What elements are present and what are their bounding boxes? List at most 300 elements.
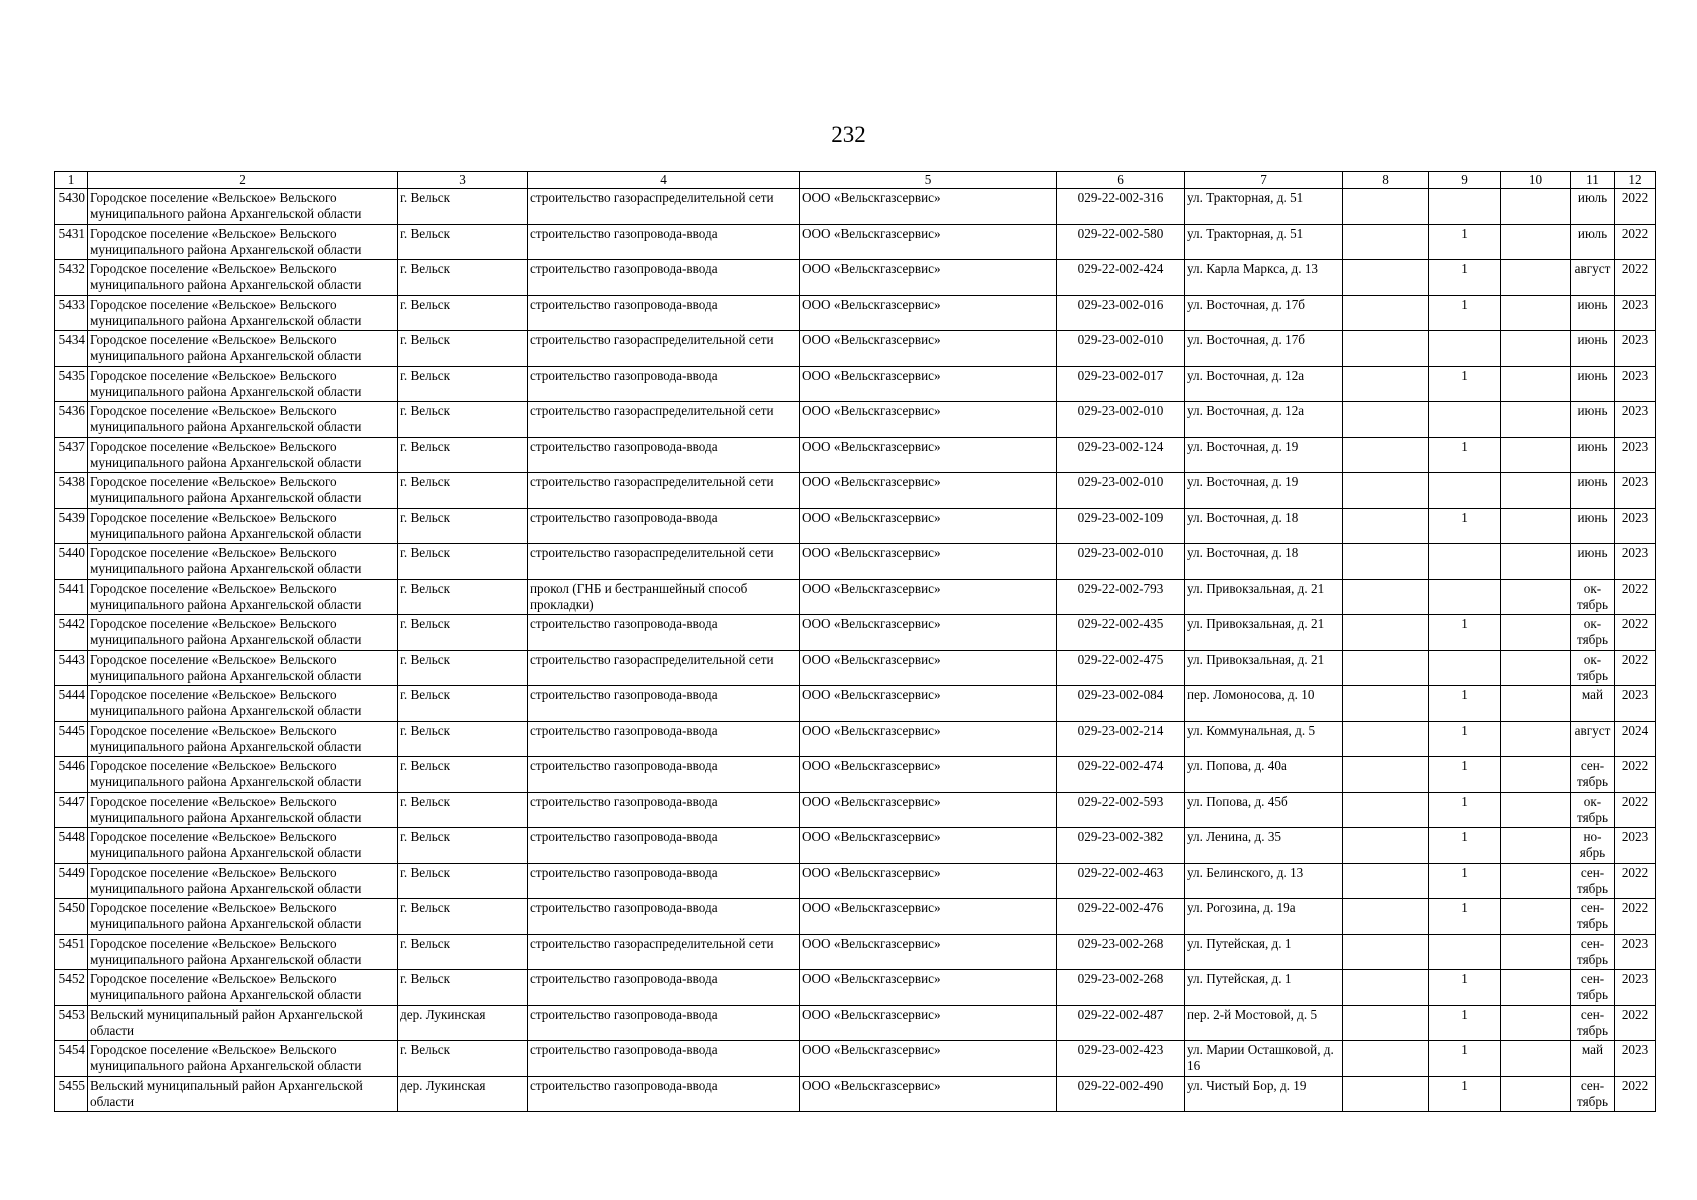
column-8-cell [1343, 295, 1429, 331]
table-row [55, 260, 1656, 296]
quantity-cell [1429, 934, 1501, 970]
work-type-cell: строительство газопровода-ввода [528, 1076, 800, 1112]
table-row [55, 295, 1656, 331]
column-8-cell [1343, 331, 1429, 367]
object-code-cell: 029-23-002-017 [1057, 366, 1185, 402]
territory-cell: Городское поселение «Вельское» Вельского муниципального района Архангельской области [88, 934, 398, 970]
quantity-cell: 1 [1429, 828, 1501, 864]
quantity-cell [1429, 473, 1501, 509]
work-type-cell: строительство газопровода-ввода [528, 899, 800, 935]
table-row [55, 366, 1656, 402]
month-cell: июнь [1571, 437, 1615, 473]
column-10-cell [1501, 295, 1571, 331]
month-cell: июнь [1571, 544, 1615, 580]
locality-cell: г. Вельск [398, 686, 528, 722]
work-type-cell: строительство газопровода-ввода [528, 757, 800, 793]
month-cell: июль [1571, 189, 1615, 225]
object-code-cell: 029-22-002-580 [1057, 224, 1185, 260]
address-cell: ул. Марии Осташковой, д. 16 [1185, 1041, 1343, 1077]
address-cell: ул. Восточная, д. 17б [1185, 331, 1343, 367]
address-cell: пер. Ломоносова, д. 10 [1185, 686, 1343, 722]
locality-cell: дер. Лукинская [398, 1005, 528, 1041]
address-cell: ул. Карла Маркса, д. 13 [1185, 260, 1343, 296]
month-cell: ок-тябрь [1571, 579, 1615, 615]
work-type-cell: прокол (ГНБ и бестраншейный способ прокладки) [528, 579, 800, 615]
organization-cell: ООО «Вельскгазсервис» [800, 615, 1057, 651]
column-8-cell [1343, 437, 1429, 473]
column-10-cell [1501, 970, 1571, 1006]
territory-cell: Вельский муниципальный район Архангельской области [88, 1076, 398, 1112]
table-row [55, 579, 1656, 615]
quantity-cell: 1 [1429, 863, 1501, 899]
work-type-cell: строительство газопровода-ввода [528, 686, 800, 722]
address-cell: ул. Попова, д. 40а [1185, 757, 1343, 793]
row-number-cell: 5444 [55, 686, 88, 722]
row-number-cell: 5447 [55, 792, 88, 828]
organization-cell: ООО «Вельскгазсервис» [800, 224, 1057, 260]
locality-cell: г. Вельск [398, 189, 528, 225]
column-10-cell [1501, 1041, 1571, 1077]
address-cell: ул. Восточная, д. 19 [1185, 473, 1343, 509]
territory-cell: Городское поселение «Вельское» Вельского муниципального района Архангельской области [88, 899, 398, 935]
table-row [55, 1005, 1656, 1041]
row-number-cell: 5453 [55, 1005, 88, 1041]
quantity-cell: 1 [1429, 899, 1501, 935]
column-10-cell [1501, 544, 1571, 580]
year-cell: 2023 [1615, 473, 1656, 509]
row-number-cell: 5430 [55, 189, 88, 225]
year-cell: 2022 [1615, 757, 1656, 793]
organization-cell: ООО «Вельскгазсервис» [800, 1041, 1057, 1077]
organization-cell: ООО «Вельскгазсервис» [800, 260, 1057, 296]
column-8-cell [1343, 366, 1429, 402]
locality-cell: г. Вельск [398, 402, 528, 438]
column-10-cell [1501, 1076, 1571, 1112]
column-10-cell [1501, 828, 1571, 864]
table-row [55, 757, 1656, 793]
locality-cell: г. Вельск [398, 224, 528, 260]
territory-cell: Городское поселение «Вельское» Вельского муниципального района Архангельской области [88, 721, 398, 757]
month-cell: но-ябрь [1571, 828, 1615, 864]
column-8-cell [1343, 615, 1429, 651]
address-cell: ул. Тракторная, д. 51 [1185, 189, 1343, 225]
organization-cell: ООО «Вельскгазсервис» [800, 686, 1057, 722]
column-8-cell [1343, 224, 1429, 260]
object-code-cell: 029-23-002-010 [1057, 473, 1185, 509]
quantity-cell: 1 [1429, 366, 1501, 402]
locality-cell: г. Вельск [398, 473, 528, 509]
table-row [55, 721, 1656, 757]
territory-cell: Городское поселение «Вельское» Вельского муниципального района Архангельской области [88, 224, 398, 260]
object-code-cell: 029-22-002-424 [1057, 260, 1185, 296]
row-number-cell: 5441 [55, 579, 88, 615]
column-8-cell [1343, 544, 1429, 580]
object-code-cell: 029-23-002-010 [1057, 331, 1185, 367]
address-cell: ул. Ленина, д. 35 [1185, 828, 1343, 864]
locality-cell: г. Вельск [398, 331, 528, 367]
year-cell: 2023 [1615, 437, 1656, 473]
work-type-cell: строительство газопровода-ввода [528, 437, 800, 473]
row-number-cell: 5433 [55, 295, 88, 331]
row-number-cell: 5440 [55, 544, 88, 580]
locality-cell: г. Вельск [398, 970, 528, 1006]
locality-cell: дер. Лукинская [398, 1076, 528, 1112]
year-cell: 2022 [1615, 792, 1656, 828]
table-row [55, 189, 1656, 225]
territory-cell: Вельский муниципальный район Архангельской области [88, 1005, 398, 1041]
column-8-cell [1343, 508, 1429, 544]
territory-cell: Городское поселение «Вельское» Вельского муниципального района Архангельской области [88, 615, 398, 651]
column-8-cell [1343, 579, 1429, 615]
column-10-cell [1501, 757, 1571, 793]
year-cell: 2023 [1615, 544, 1656, 580]
organization-cell: ООО «Вельскгазсервис» [800, 899, 1057, 935]
month-cell: сен-тябрь [1571, 970, 1615, 1006]
locality-cell: г. Вельск [398, 437, 528, 473]
quantity-cell: 1 [1429, 686, 1501, 722]
territory-cell: Городское поселение «Вельское» Вельского муниципального района Архангельской области [88, 828, 398, 864]
work-type-cell: строительство газопровода-ввода [528, 260, 800, 296]
organization-cell: ООО «Вельскгазсервис» [800, 934, 1057, 970]
column-10-cell [1501, 1005, 1571, 1041]
quantity-cell: 1 [1429, 224, 1501, 260]
address-cell: ул. Путейская, д. 1 [1185, 970, 1343, 1006]
row-number-cell: 5446 [55, 757, 88, 793]
organization-cell: ООО «Вельскгазсервис» [800, 1076, 1057, 1112]
month-cell: ок-тябрь [1571, 792, 1615, 828]
work-type-cell: строительство газораспределительной сети [528, 544, 800, 580]
year-cell: 2022 [1615, 579, 1656, 615]
locality-cell: г. Вельск [398, 934, 528, 970]
row-number-cell: 5452 [55, 970, 88, 1006]
object-code-cell: 029-23-002-010 [1057, 544, 1185, 580]
column-header: 10 [1501, 172, 1571, 189]
quantity-cell: 1 [1429, 970, 1501, 1006]
year-cell: 2023 [1615, 331, 1656, 367]
year-cell: 2022 [1615, 615, 1656, 651]
year-cell: 2023 [1615, 970, 1656, 1006]
column-header: 7 [1185, 172, 1343, 189]
object-code-cell: 029-23-002-268 [1057, 934, 1185, 970]
month-cell: сен-тябрь [1571, 863, 1615, 899]
quantity-cell: 1 [1429, 508, 1501, 544]
column-header: 5 [800, 172, 1057, 189]
work-type-cell: строительство газопровода-ввода [528, 615, 800, 651]
quantity-cell [1429, 189, 1501, 225]
column-10-cell [1501, 508, 1571, 544]
month-cell: июнь [1571, 295, 1615, 331]
column-header: 1 [55, 172, 88, 189]
organization-cell: ООО «Вельскгазсервис» [800, 579, 1057, 615]
object-code-cell: 029-23-002-268 [1057, 970, 1185, 1006]
organization-cell: ООО «Вельскгазсервис» [800, 650, 1057, 686]
quantity-cell [1429, 650, 1501, 686]
address-cell: ул. Белинского, д. 13 [1185, 863, 1343, 899]
column-8-cell [1343, 260, 1429, 296]
object-code-cell: 029-23-002-382 [1057, 828, 1185, 864]
quantity-cell [1429, 579, 1501, 615]
column-header: 11 [1571, 172, 1615, 189]
locality-cell: г. Вельск [398, 721, 528, 757]
header-row [55, 172, 1656, 189]
column-8-cell [1343, 686, 1429, 722]
work-type-cell: строительство газораспределительной сети [528, 650, 800, 686]
row-number-cell: 5454 [55, 1041, 88, 1077]
column-header: 2 [88, 172, 398, 189]
column-8-cell [1343, 934, 1429, 970]
territory-cell: Городское поселение «Вельское» Вельского муниципального района Архангельской области [88, 757, 398, 793]
year-cell: 2023 [1615, 934, 1656, 970]
table-row [55, 970, 1656, 1006]
organization-cell: ООО «Вельскгазсервис» [800, 402, 1057, 438]
organization-cell: ООО «Вельскгазсервис» [800, 757, 1057, 793]
column-10-cell [1501, 686, 1571, 722]
column-10-cell [1501, 331, 1571, 367]
quantity-cell: 1 [1429, 437, 1501, 473]
row-number-cell: 5448 [55, 828, 88, 864]
column-8-cell [1343, 863, 1429, 899]
object-code-cell: 029-23-002-423 [1057, 1041, 1185, 1077]
quantity-cell [1429, 402, 1501, 438]
locality-cell: г. Вельск [398, 615, 528, 651]
month-cell: ок-тябрь [1571, 650, 1615, 686]
locality-cell: г. Вельск [398, 295, 528, 331]
work-type-cell: строительство газораспределительной сети [528, 934, 800, 970]
column-header: 3 [398, 172, 528, 189]
year-cell: 2024 [1615, 721, 1656, 757]
locality-cell: г. Вельск [398, 792, 528, 828]
column-10-cell [1501, 473, 1571, 509]
work-type-cell: строительство газопровода-ввода [528, 828, 800, 864]
locality-cell: г. Вельск [398, 828, 528, 864]
address-cell: ул. Рогозина, д. 19а [1185, 899, 1343, 935]
territory-cell: Городское поселение «Вельское» Вельского муниципального района Архангельской области [88, 260, 398, 296]
object-code-cell: 029-22-002-793 [1057, 579, 1185, 615]
territory-cell: Городское поселение «Вельское» Вельского муниципального района Архангельской области [88, 331, 398, 367]
address-cell: ул. Восточная, д. 19 [1185, 437, 1343, 473]
object-code-cell: 029-22-002-593 [1057, 792, 1185, 828]
quantity-cell: 1 [1429, 721, 1501, 757]
work-type-cell: строительство газопровода-ввода [528, 1041, 800, 1077]
object-code-cell: 029-23-002-016 [1057, 295, 1185, 331]
row-number-cell: 5449 [55, 863, 88, 899]
column-10-cell [1501, 189, 1571, 225]
locality-cell: г. Вельск [398, 1041, 528, 1077]
territory-cell: Городское поселение «Вельское» Вельского муниципального района Архангельской области [88, 970, 398, 1006]
year-cell: 2022 [1615, 189, 1656, 225]
column-8-cell [1343, 899, 1429, 935]
year-cell: 2023 [1615, 828, 1656, 864]
row-number-cell: 5439 [55, 508, 88, 544]
column-10-cell [1501, 792, 1571, 828]
month-cell: сен-тябрь [1571, 899, 1615, 935]
column-8-cell [1343, 189, 1429, 225]
address-cell: ул. Восточная, д. 18 [1185, 508, 1343, 544]
address-cell: ул. Путейская, д. 1 [1185, 934, 1343, 970]
object-code-cell: 029-23-002-109 [1057, 508, 1185, 544]
month-cell: июль [1571, 224, 1615, 260]
month-cell: сен-тябрь [1571, 1005, 1615, 1041]
column-10-cell [1501, 366, 1571, 402]
quantity-cell: 1 [1429, 295, 1501, 331]
locality-cell: г. Вельск [398, 579, 528, 615]
locality-cell: г. Вельск [398, 757, 528, 793]
row-number-cell: 5434 [55, 331, 88, 367]
row-number-cell: 5445 [55, 721, 88, 757]
work-type-cell: строительство газораспределительной сети [528, 331, 800, 367]
month-cell: май [1571, 1041, 1615, 1077]
row-number-cell: 5436 [55, 402, 88, 438]
column-header: 12 [1615, 172, 1656, 189]
work-type-cell: строительство газораспределительной сети [528, 402, 800, 438]
object-code-cell: 029-22-002-490 [1057, 1076, 1185, 1112]
territory-cell: Городское поселение «Вельское» Вельского муниципального района Архангельской области [88, 544, 398, 580]
territory-cell: Городское поселение «Вельское» Вельского муниципального района Архангельской области [88, 295, 398, 331]
object-code-cell: 029-23-002-010 [1057, 402, 1185, 438]
year-cell: 2023 [1615, 1041, 1656, 1077]
year-cell: 2023 [1615, 366, 1656, 402]
column-10-cell [1501, 721, 1571, 757]
table-row [55, 402, 1656, 438]
column-8-cell [1343, 1005, 1429, 1041]
table-row [55, 792, 1656, 828]
table-row [55, 1041, 1656, 1077]
address-cell: пер. 2-й Мостовой, д. 5 [1185, 1005, 1343, 1041]
month-cell: август [1571, 721, 1615, 757]
year-cell: 2022 [1615, 1005, 1656, 1041]
territory-cell: Городское поселение «Вельское» Вельского муниципального района Архангельской области [88, 508, 398, 544]
row-number-cell: 5432 [55, 260, 88, 296]
table-row [55, 899, 1656, 935]
column-10-cell [1501, 260, 1571, 296]
locality-cell: г. Вельск [398, 366, 528, 402]
territory-cell: Городское поселение «Вельское» Вельского муниципального района Архангельской области [88, 437, 398, 473]
table-body [55, 189, 1656, 1112]
object-code-cell: 029-23-002-084 [1057, 686, 1185, 722]
organization-cell: ООО «Вельскгазсервис» [800, 863, 1057, 899]
month-cell: июнь [1571, 402, 1615, 438]
organization-cell: ООО «Вельскгазсервис» [800, 721, 1057, 757]
page-number: 232 [831, 122, 866, 147]
month-cell: июнь [1571, 473, 1615, 509]
column-10-cell [1501, 437, 1571, 473]
year-cell: 2023 [1615, 508, 1656, 544]
table-row [55, 331, 1656, 367]
row-number-cell: 5450 [55, 899, 88, 935]
work-type-cell: строительство газопровода-ввода [528, 970, 800, 1006]
month-cell: май [1571, 686, 1615, 722]
address-cell: ул. Привокзальная, д. 21 [1185, 650, 1343, 686]
locality-cell: г. Вельск [398, 899, 528, 935]
gas-works-table [54, 171, 1656, 1112]
locality-cell: г. Вельск [398, 544, 528, 580]
work-type-cell: строительство газораспределительной сети [528, 189, 800, 225]
column-10-cell [1501, 934, 1571, 970]
locality-cell: г. Вельск [398, 260, 528, 296]
month-cell: сен-тябрь [1571, 757, 1615, 793]
column-header: 6 [1057, 172, 1185, 189]
address-cell: ул. Восточная, д. 12а [1185, 366, 1343, 402]
year-cell: 2022 [1615, 1076, 1656, 1112]
row-number-cell: 5451 [55, 934, 88, 970]
column-8-cell [1343, 828, 1429, 864]
organization-cell: ООО «Вельскгазсервис» [800, 437, 1057, 473]
year-cell: 2022 [1615, 260, 1656, 296]
table-row [55, 508, 1656, 544]
quantity-cell: 1 [1429, 792, 1501, 828]
organization-cell: ООО «Вельскгазсервис» [800, 508, 1057, 544]
year-cell: 2022 [1615, 899, 1656, 935]
object-code-cell: 029-22-002-487 [1057, 1005, 1185, 1041]
work-type-cell: строительство газопровода-ввода [528, 508, 800, 544]
month-cell: сен-тябрь [1571, 934, 1615, 970]
territory-cell: Городское поселение «Вельское» Вельского муниципального района Архангельской области [88, 792, 398, 828]
object-code-cell: 029-22-002-474 [1057, 757, 1185, 793]
month-cell: сен-тябрь [1571, 1076, 1615, 1112]
organization-cell: ООО «Вельскгазсервис» [800, 189, 1057, 225]
month-cell: ок-тябрь [1571, 615, 1615, 651]
year-cell: 2023 [1615, 686, 1656, 722]
quantity-cell [1429, 331, 1501, 367]
table-row [55, 615, 1656, 651]
table-row [55, 650, 1656, 686]
object-code-cell: 029-22-002-475 [1057, 650, 1185, 686]
row-number-cell: 5431 [55, 224, 88, 260]
address-cell: ул. Восточная, д. 18 [1185, 544, 1343, 580]
column-8-cell [1343, 792, 1429, 828]
object-code-cell: 029-22-002-463 [1057, 863, 1185, 899]
organization-cell: ООО «Вельскгазсервис» [800, 473, 1057, 509]
table-row [55, 863, 1656, 899]
quantity-cell: 1 [1429, 1041, 1501, 1077]
organization-cell: ООО «Вельскгазсервис» [800, 970, 1057, 1006]
quantity-cell: 1 [1429, 1005, 1501, 1041]
locality-cell: г. Вельск [398, 863, 528, 899]
work-type-cell: строительство газопровода-ввода [528, 224, 800, 260]
locality-cell: г. Вельск [398, 508, 528, 544]
table-row [55, 437, 1656, 473]
address-cell: ул. Привокзальная, д. 21 [1185, 615, 1343, 651]
year-cell: 2022 [1615, 863, 1656, 899]
organization-cell: ООО «Вельскгазсервис» [800, 295, 1057, 331]
column-8-cell [1343, 970, 1429, 1006]
address-cell: ул. Тракторная, д. 51 [1185, 224, 1343, 260]
address-cell: ул. Коммунальная, д. 5 [1185, 721, 1343, 757]
territory-cell: Городское поселение «Вельское» Вельского муниципального района Архангельской области [88, 686, 398, 722]
organization-cell: ООО «Вельскгазсервис» [800, 331, 1057, 367]
work-type-cell: строительство газопровода-ввода [528, 863, 800, 899]
column-8-cell [1343, 1076, 1429, 1112]
territory-cell: Городское поселение «Вельское» Вельского муниципального района Архангельской области [88, 366, 398, 402]
address-cell: ул. Чистый Бор, д. 19 [1185, 1076, 1343, 1112]
column-10-cell [1501, 899, 1571, 935]
year-cell: 2022 [1615, 224, 1656, 260]
table-row [55, 828, 1656, 864]
column-header: 9 [1429, 172, 1501, 189]
territory-cell: Городское поселение «Вельское» Вельского муниципального района Архангельской области [88, 473, 398, 509]
month-cell: август [1571, 260, 1615, 296]
address-cell: ул. Восточная, д. 17б [1185, 295, 1343, 331]
quantity-cell: 1 [1429, 757, 1501, 793]
territory-cell: Городское поселение «Вельское» Вельского муниципального района Архангельской области [88, 1041, 398, 1077]
table-row [55, 934, 1656, 970]
row-number-cell: 5455 [55, 1076, 88, 1112]
column-header: 4 [528, 172, 800, 189]
organization-cell: ООО «Вельскгазсервис» [800, 366, 1057, 402]
work-type-cell: строительство газораспределительной сети [528, 473, 800, 509]
work-type-cell: строительство газопровода-ввода [528, 295, 800, 331]
column-10-cell [1501, 650, 1571, 686]
